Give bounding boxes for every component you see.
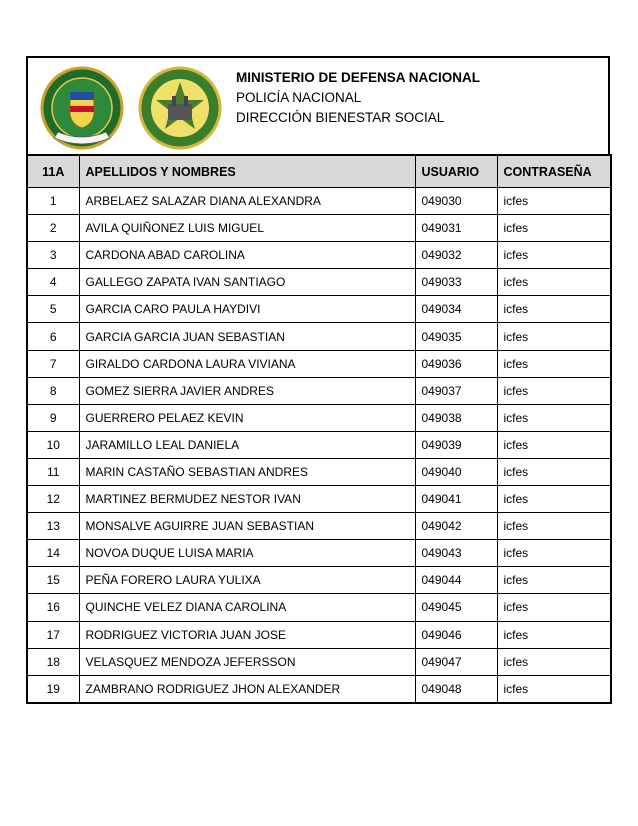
password: icfes xyxy=(497,188,611,215)
password: icfes xyxy=(497,215,611,242)
document-header xyxy=(26,56,610,154)
row-number: 2 xyxy=(27,215,79,242)
user-code: 049043 xyxy=(415,540,497,567)
user-code: 049035 xyxy=(415,323,497,350)
row-number: 8 xyxy=(27,377,79,404)
row-number: 7 xyxy=(27,350,79,377)
student-name: MONSALVE AGUIRRE JUAN SEBASTIAN xyxy=(79,513,415,540)
user-code: 049031 xyxy=(415,215,497,242)
student-name: GARCIA GARCIA JUAN SEBASTIAN xyxy=(79,323,415,350)
document-sheet xyxy=(26,56,610,704)
user-code: 049046 xyxy=(415,621,497,648)
table-row xyxy=(27,594,611,621)
password: icfes xyxy=(497,675,611,703)
password: icfes xyxy=(497,594,611,621)
row-number: 15 xyxy=(27,567,79,594)
student-name: ARBELAEZ SALAZAR DIANA ALEXANDRA xyxy=(79,188,415,215)
user-code: 049030 xyxy=(415,188,497,215)
student-name: PEÑA FORERO LAURA YULIXA xyxy=(79,567,415,594)
table-row xyxy=(27,215,611,242)
student-name: RODRIGUEZ VICTORIA JUAN JOSE xyxy=(79,621,415,648)
header-titles xyxy=(236,68,480,128)
table-row xyxy=(27,404,611,431)
student-name: GARCIA CARO PAULA HAYDIVI xyxy=(79,296,415,323)
password: icfes xyxy=(497,242,611,269)
police-title: POLICÍA NACIONAL xyxy=(236,90,362,105)
table-row xyxy=(27,188,611,215)
table-row xyxy=(27,242,611,269)
student-name: MARTINEZ BERMUDEZ NESTOR IVAN xyxy=(79,486,415,513)
row-number: 19 xyxy=(27,675,79,703)
table-row xyxy=(27,323,611,350)
table-row xyxy=(27,377,611,404)
user-code: 049041 xyxy=(415,486,497,513)
student-name: MARIN CASTAÑO SEBASTIAN ANDRES xyxy=(79,458,415,485)
row-number: 4 xyxy=(27,269,79,296)
bienestar-social-seal-icon xyxy=(138,66,222,150)
student-credentials-table xyxy=(26,154,612,704)
table-row xyxy=(27,648,611,675)
row-number: 5 xyxy=(27,296,79,323)
student-name: VELASQUEZ MENDOZA JEFERSSON xyxy=(79,648,415,675)
row-number: 14 xyxy=(27,540,79,567)
row-number: 10 xyxy=(27,431,79,458)
table-row xyxy=(27,350,611,377)
password: icfes xyxy=(497,404,611,431)
student-name: QUINCHE VELEZ DIANA CAROLINA xyxy=(79,594,415,621)
password: icfes xyxy=(497,323,611,350)
user-code: 049036 xyxy=(415,350,497,377)
user-code: 049040 xyxy=(415,458,497,485)
password: icfes xyxy=(497,269,611,296)
password: icfes xyxy=(497,296,611,323)
password: icfes xyxy=(497,350,611,377)
row-number: 11 xyxy=(27,458,79,485)
row-number: 6 xyxy=(27,323,79,350)
table-row xyxy=(27,675,611,703)
table-header-row xyxy=(27,155,611,188)
row-number: 3 xyxy=(27,242,79,269)
table-row xyxy=(27,431,611,458)
table-row xyxy=(27,621,611,648)
password: icfes xyxy=(497,621,611,648)
user-code: 049048 xyxy=(415,675,497,703)
table-row xyxy=(27,458,611,485)
student-name: GUERRERO PELAEZ KEVIN xyxy=(79,404,415,431)
table-row xyxy=(27,567,611,594)
table-row xyxy=(27,269,611,296)
direction-title: DIRECCIÓN BIENESTAR SOCIAL xyxy=(236,110,445,125)
student-name: GIRALDO CARDONA LAURA VIVIANA xyxy=(79,350,415,377)
policia-nacional-shield-icon xyxy=(40,66,124,150)
row-number: 13 xyxy=(27,513,79,540)
user-code: 049042 xyxy=(415,513,497,540)
row-number: 17 xyxy=(27,621,79,648)
password: icfes xyxy=(497,540,611,567)
table-row xyxy=(27,296,611,323)
user-code: 049032 xyxy=(415,242,497,269)
column-header-name: APELLIDOS Y NOMBRES xyxy=(79,155,415,188)
user-code: 049044 xyxy=(415,567,497,594)
password: icfes xyxy=(497,458,611,485)
student-name: AVILA QUIÑONEZ LUIS MIGUEL xyxy=(79,215,415,242)
user-code: 049034 xyxy=(415,296,497,323)
row-number: 1 xyxy=(27,188,79,215)
password: icfes xyxy=(497,567,611,594)
student-name: GALLEGO ZAPATA IVAN SANTIAGO xyxy=(79,269,415,296)
row-number: 9 xyxy=(27,404,79,431)
ministry-title: MINISTERIO DE DEFENSA NACIONAL xyxy=(236,70,481,85)
column-header-password: CONTRASEÑA xyxy=(497,155,611,188)
password: icfes xyxy=(497,513,611,540)
password: icfes xyxy=(497,486,611,513)
user-code: 049033 xyxy=(415,269,497,296)
user-code: 049038 xyxy=(415,404,497,431)
row-number: 16 xyxy=(27,594,79,621)
password: icfes xyxy=(497,648,611,675)
student-name: GOMEZ SIERRA JAVIER ANDRES xyxy=(79,377,415,404)
column-header-user: USUARIO xyxy=(415,155,497,188)
user-code: 049047 xyxy=(415,648,497,675)
row-number: 12 xyxy=(27,486,79,513)
table-row xyxy=(27,486,611,513)
password: icfes xyxy=(497,431,611,458)
user-code: 049045 xyxy=(415,594,497,621)
table-row xyxy=(27,540,611,567)
student-name: NOVOA DUQUE LUISA MARIA xyxy=(79,540,415,567)
row-number: 18 xyxy=(27,648,79,675)
table-row xyxy=(27,513,611,540)
student-name: ZAMBRANO RODRIGUEZ JHON ALEXANDER xyxy=(79,675,415,703)
user-code: 049039 xyxy=(415,431,497,458)
password: icfes xyxy=(497,377,611,404)
user-code: 049037 xyxy=(415,377,497,404)
student-name: JARAMILLO LEAL DANIELA xyxy=(79,431,415,458)
student-name: CARDONA ABAD CAROLINA xyxy=(79,242,415,269)
column-header-group: 11A xyxy=(27,155,79,188)
